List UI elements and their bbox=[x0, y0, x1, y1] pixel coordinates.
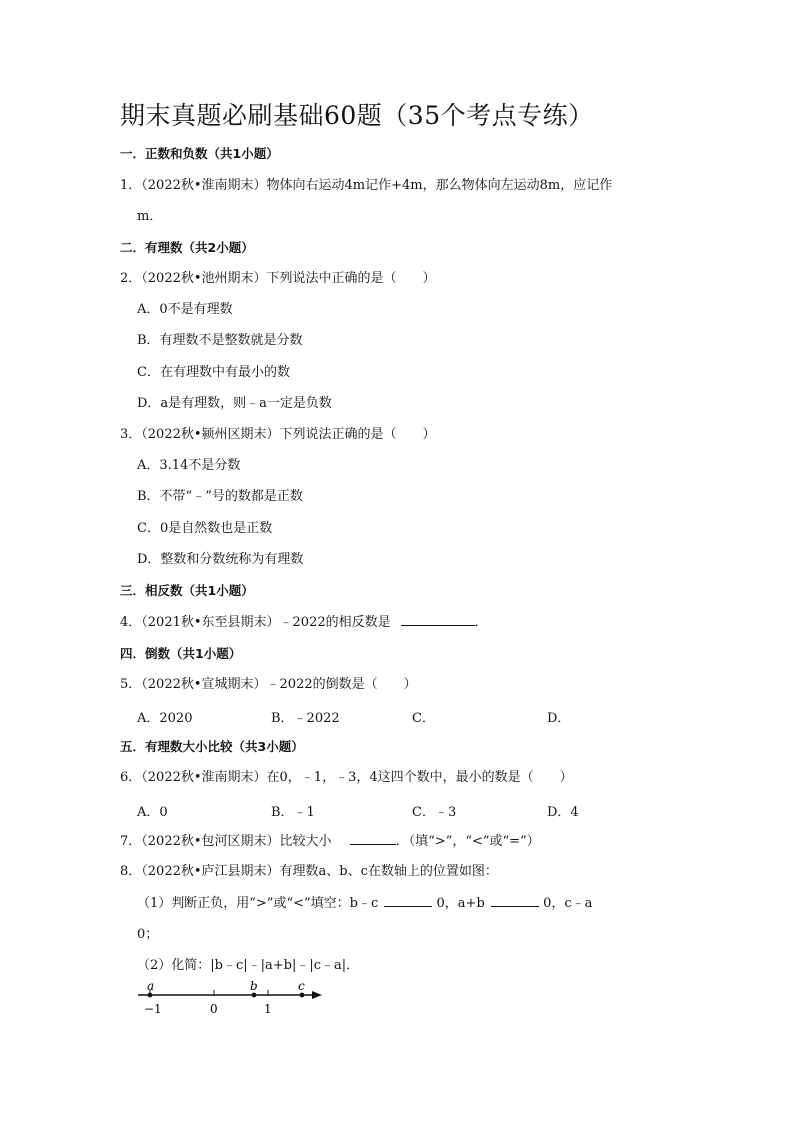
q8-stem: 8．（2022秋•庐江县期末）有理数a、b、c在数轴上的位置如图： bbox=[120, 864, 498, 879]
page-title: 期末真题必刷基础60题（35个考点专练） bbox=[120, 101, 594, 130]
q3-option-c: C．0是自然数也是正数 bbox=[137, 521, 273, 536]
q7-stem: 7．（2022秋•包河区期末）比较大小 bbox=[120, 834, 332, 849]
q6-stem: 6．（2022秋•淮南期末）在0，﹣1，﹣3，4这四个数中，最小的数是（ ） bbox=[120, 770, 573, 785]
q8-blank-1[interactable] bbox=[384, 894, 432, 907]
point-b bbox=[252, 993, 257, 998]
label-a: a bbox=[147, 980, 155, 993]
q4-end: ． bbox=[474, 615, 488, 630]
number-line-arrow bbox=[312, 991, 322, 999]
q5-option-c: C． bbox=[412, 711, 435, 726]
number-line-figure bbox=[130, 980, 330, 1022]
q7-answer-blank[interactable] bbox=[350, 832, 396, 845]
tick-label-1: 1 bbox=[264, 1002, 272, 1016]
q5-option-d: D． bbox=[547, 711, 571, 726]
q2-stem: 2．（2022秋•池州期末）下列说法中正确的是（ ） bbox=[120, 271, 436, 286]
q5-option-a: A．2020 bbox=[137, 711, 193, 726]
q5-option-b: B．﹣2022 bbox=[271, 711, 340, 726]
q2-option-a: A．0不是有理数 bbox=[137, 302, 233, 317]
q8-blank-2[interactable] bbox=[491, 894, 539, 907]
q6-option-a: A．0 bbox=[137, 805, 168, 820]
q3-stem: 3．（2022秋•颍州区期末）下列说法正确的是（ ） bbox=[120, 427, 436, 442]
q8-part2: （2）化简：|b﹣c|﹣|a+b|﹣|c﹣a|． bbox=[137, 958, 360, 973]
q6-option-c: C．﹣3 bbox=[412, 805, 457, 820]
section-heading-4: 四．倒数（共1小题） bbox=[120, 646, 242, 661]
q2-option-d: D．a是有理数，则﹣a一定是负数 bbox=[137, 396, 332, 411]
section-heading-3: 三．相反数（共1小题） bbox=[120, 583, 254, 598]
q4-stem: 4．（2021秋•东至县期末）﹣2022的相反数是 bbox=[120, 615, 391, 630]
section-heading-1: 一．正数和负数（共1小题） bbox=[120, 146, 279, 161]
q3-option-a: A．3.14不是分数 bbox=[137, 458, 241, 473]
q8-part1-end: 0； bbox=[137, 927, 159, 942]
section-heading-5: 五．有理数大小比较（共3小题） bbox=[120, 739, 304, 754]
point-a bbox=[148, 993, 153, 998]
tick-label-0: 0 bbox=[210, 1002, 218, 1016]
q3-option-d: D．整数和分数统称为有理数 bbox=[137, 552, 304, 567]
q7-line bbox=[120, 832, 540, 851]
q8-part1 bbox=[137, 894, 592, 913]
q1-line2: m． bbox=[137, 209, 163, 224]
q8-part1-c: 0，c﹣a bbox=[543, 896, 593, 911]
q6-option-b: B．﹣1 bbox=[271, 805, 315, 820]
q2-option-b: B．有理数不是整数就是分数 bbox=[137, 333, 303, 348]
q4-answer-blank[interactable] bbox=[401, 613, 475, 626]
q1-line1: 1．（2022秋•淮南期末）物体向右运动4m记作+4m，那么物体向左运动8m，应记作 bbox=[120, 178, 613, 193]
q5-stem: 5．（2022秋•宣城期末）﹣2022的倒数是（ ） bbox=[120, 677, 417, 692]
q8-part1-b: 0，a+b bbox=[436, 896, 485, 911]
label-b: b bbox=[250, 980, 258, 993]
q6-option-d: D．4 bbox=[547, 805, 579, 820]
q7-end: ．（填“>”，“<”或“=”） bbox=[395, 834, 540, 849]
q4-line bbox=[120, 613, 488, 632]
label-c: c bbox=[298, 980, 305, 993]
q8-part1-a: （1）判断正负，用“>”或“<”填空：b﹣c bbox=[137, 896, 379, 911]
q2-option-c: C．在有理数中有最小的数 bbox=[137, 365, 290, 380]
q3-option-b: B．不带“﹣”号的数都是正数 bbox=[137, 489, 303, 504]
section-heading-2: 二．有理数（共2小题） bbox=[120, 240, 254, 255]
tick-label-neg1: −1 bbox=[144, 1002, 162, 1016]
point-c bbox=[300, 993, 305, 998]
